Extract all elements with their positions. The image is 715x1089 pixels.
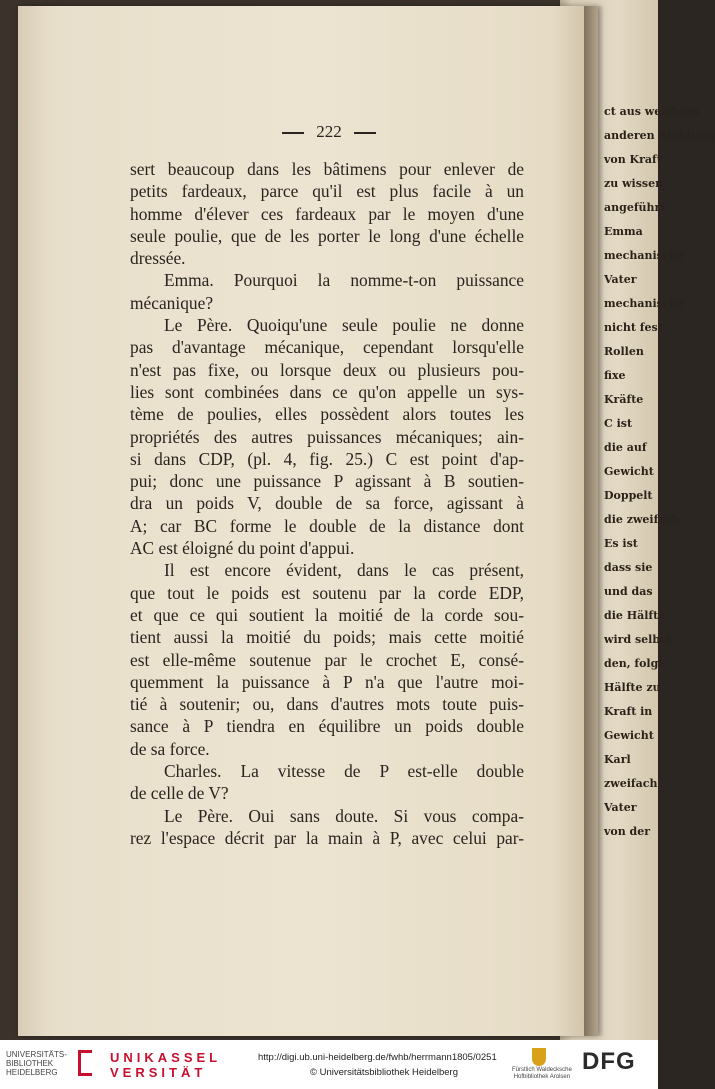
arolsen-library-label[interactable] xyxy=(512,1067,572,1081)
text-line: Charles. La vitesse de P est-elle double xyxy=(164,761,524,782)
kassel-logo-icon xyxy=(78,1050,92,1076)
facing-page-fragment: Kraft in xyxy=(604,705,653,718)
uni-line: HEIDELBERG xyxy=(6,1068,58,1077)
facing-page-fragment: von Kraft xyxy=(604,153,662,166)
text-line: mécanique? xyxy=(130,292,214,313)
facing-page-fragment: anderen Richtung xyxy=(604,129,715,142)
text-line: que tout le poids est soutenu par la corde EDP, xyxy=(130,582,524,603)
facing-page-fragment: Es ist xyxy=(604,537,638,550)
text-line: n'est pas fixe, ou lorsque deux ou plusieurs pou- xyxy=(130,359,524,380)
facing-page-fragment: Gewicht xyxy=(604,465,654,478)
kassel-top: UNIKASSEL xyxy=(110,1050,222,1065)
text-line: Il est encore évident, dans le cas présent, xyxy=(164,560,524,581)
facing-page-fragment: Kräfte xyxy=(604,393,644,406)
page-number: 222 xyxy=(316,122,342,141)
facing-page-fragment: dass sie xyxy=(604,561,653,574)
facing-page-fragment: die Hälfte xyxy=(604,609,666,622)
facing-page-fragment: Vater xyxy=(604,273,637,286)
header-dash-left xyxy=(282,132,304,134)
facing-page-fragment: die auf xyxy=(604,441,647,454)
facing-page-fragment: ct aus welchem xyxy=(604,105,699,118)
text-line: propriétés des autres puissances mécaniques; ain- xyxy=(130,426,524,447)
facing-page-fragment: Hälfte zu xyxy=(604,681,661,694)
text-line: pas d'avantage mécanique, cependant lorsqu'elle xyxy=(130,337,524,358)
text-line: Le Père. Oui sans doute. Si vous compa- xyxy=(164,805,524,826)
facing-page-fragment: Doppelt xyxy=(604,489,653,502)
text-line: seule poulie, que de les porter le long d'une échelle xyxy=(130,225,524,246)
text-line: dressée. xyxy=(130,248,186,269)
facing-page-fragment: wird selbst xyxy=(604,633,672,646)
facing-page-fragment: Vater xyxy=(604,801,637,814)
text-line: tié à soutenir; ou, dans d'autres mots toute puis- xyxy=(130,694,524,715)
facing-page-fragment: und das xyxy=(604,585,653,598)
facing-page-fragment: Emma xyxy=(604,225,643,238)
uni-line: BIBLIOTHEK xyxy=(6,1059,54,1068)
facing-page-fragment: Karl xyxy=(604,753,631,766)
kassel-university-logo[interactable] xyxy=(110,1050,221,1080)
text-line: si dans CDP, (pl. 4, fig. 25.) C est point d'ap- xyxy=(130,448,524,469)
text-line: sert beaucoup dans les bâtimens pour enlever de xyxy=(130,159,524,179)
page-body xyxy=(130,158,524,849)
facing-page-fragment: Gewicht xyxy=(604,729,654,742)
facing-page-fragment: von der xyxy=(604,825,651,838)
text-line: sance à P tiendra en équilibre un poids double xyxy=(130,716,524,737)
text-line: A; car BC forme le double de la distance dont xyxy=(130,515,524,536)
facing-page-fragment: zu wissen xyxy=(604,177,664,190)
facing-page-text xyxy=(604,100,715,844)
text-line: de sa force. xyxy=(130,738,210,759)
text-line: pui; donc une puissance P agissant à B soutien- xyxy=(130,471,524,492)
uni-line: UNIVERSITÄTS- xyxy=(6,1050,67,1059)
facing-page-fragment: C ist xyxy=(604,417,633,430)
gutter-shadow xyxy=(584,6,604,1036)
permalink[interactable]: http://digi.ub.uni-heidelberg.de/fwhb/herrmann1805/0251 xyxy=(258,1052,497,1063)
text-line: Emma. Pourquoi la nomme-t-on puissance xyxy=(164,270,524,291)
facing-page-fragment: mechanische xyxy=(604,249,685,262)
text-line: rez l'espace décrit par la main à P, avec celui par- xyxy=(130,827,524,848)
text-line: Le Père. Quoiqu'une seule poulie ne donne xyxy=(164,315,524,336)
arolsen-line: Fürstlich Waldecksche xyxy=(512,1067,572,1073)
facing-page-fragment: den, folgt xyxy=(604,657,664,670)
copyright-notice: © Universitätsbibliothek Heidelberg xyxy=(310,1067,458,1078)
text-line: homme d'élever ces fardeaux par le moyen d'une xyxy=(130,203,524,224)
facing-page-fragment: die zweifach xyxy=(604,513,681,526)
facing-page-fragment: zweifach xyxy=(604,777,658,790)
text-line: dra un poids V, double de sa force, agissant à xyxy=(130,493,524,514)
facing-page-fragment: nicht fest xyxy=(604,321,663,334)
arolsen-line: Hofbibliothek Arolsen xyxy=(513,1074,571,1080)
heidelberg-library-label[interactable] xyxy=(6,1050,67,1077)
text-line: est elle-même soutenue par le crochet E, consé- xyxy=(130,649,524,670)
waldeck-crest-icon xyxy=(532,1048,546,1066)
text-line: petits fardeaux, parce qu'il est plus facile à un xyxy=(130,181,524,202)
page-header xyxy=(0,122,658,142)
text-line: quemment la puissance à P n'a que l'autre moi- xyxy=(130,671,524,692)
text-line: tient aussi la moitié du poids; mais cette moitié xyxy=(130,627,524,648)
facing-page-fragment: mechanische xyxy=(604,297,685,310)
viewer-footer xyxy=(0,1040,658,1089)
dfg-logo[interactable]: DFG xyxy=(582,1048,636,1075)
text-line: tème de poulies, elles possèdent alors toutes les xyxy=(130,404,524,425)
text-line: lies sont combinées dans ce qu'on appelle un sys- xyxy=(130,381,524,402)
facing-page-fragment: Rollen xyxy=(604,345,644,358)
facing-page-fragment: angeführt xyxy=(604,201,666,214)
text-line: AC est éloigné du point d'appui. xyxy=(130,538,355,559)
kassel-bottom: VERSITÄT xyxy=(110,1065,207,1080)
text-line: de celle de V? xyxy=(130,783,229,804)
text-line: et que ce qui soutient la moitié de la corde sou- xyxy=(130,604,524,625)
facing-page-fragment: fixe xyxy=(604,369,626,382)
header-dash-right xyxy=(354,132,376,134)
